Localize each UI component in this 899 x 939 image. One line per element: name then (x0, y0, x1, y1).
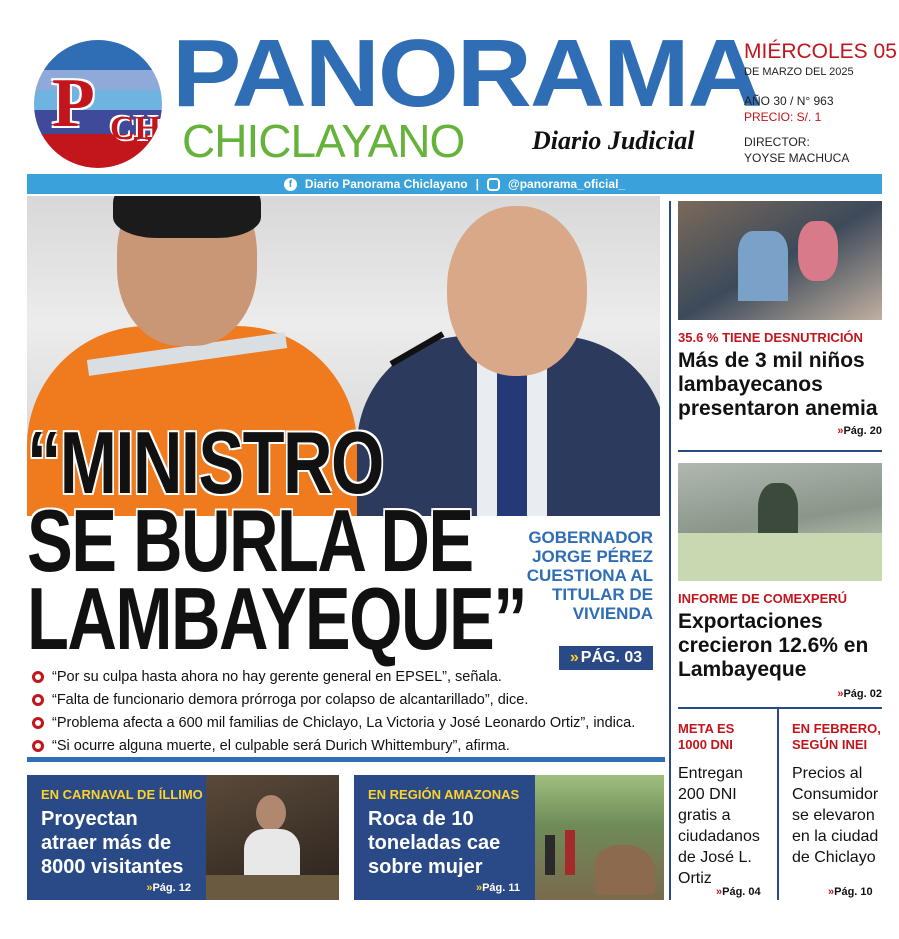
page-ref: »Pág. 10 (828, 886, 873, 898)
kicker-line: CUESTIONA AL (526, 566, 653, 585)
arrow-icon: » (569, 649, 579, 666)
bullet-icon (32, 740, 44, 752)
page-ref: »Pág. 02 (837, 688, 882, 700)
story-kicker: EN FEBRERO, SEGÚN INEI (792, 721, 881, 752)
photo-amazonas (535, 775, 664, 900)
main-bullets (32, 665, 652, 757)
main-kicker (493, 528, 653, 623)
story-kicker: INFORME DE COMEXPERÚ (678, 591, 848, 606)
newspaper-subtitle: CHICLAYANO (182, 115, 465, 167)
divider (777, 709, 779, 900)
story-anemia[interactable] (678, 330, 882, 437)
bullet-icon (32, 694, 44, 706)
kicker-line: GOBERNADOR (528, 528, 653, 547)
social-bar: f Diario Panorama Chiclayano | @panorama_oficial_ (27, 174, 882, 194)
date-day: MIÉRCOLES 05 (744, 40, 897, 63)
story-exports[interactable] (678, 591, 882, 700)
instagram-handle[interactable]: @panorama_oficial_ (508, 177, 626, 191)
story-title: Exportaciones crecieron 12.6% en Lambayeque (678, 610, 869, 681)
page-ref: »Pág. 04 (716, 886, 761, 898)
box-kicker: EN REGIÓN AMAZONAS (368, 787, 520, 802)
main-headline[interactable] (27, 413, 526, 668)
headline-line: “MINISTRO (27, 413, 383, 512)
newspaper-title: PANORAMA (172, 20, 761, 128)
page-ref: »Pág. 20 (837, 425, 882, 437)
kicker-line: JORGE PÉREZ (532, 547, 653, 566)
story-text: Precios al Consumidor se elevaron en la ciudad de Chiclayo (792, 765, 879, 866)
bullet-icon (32, 671, 44, 683)
price: PRECIO: S/. 1 (744, 110, 822, 124)
story-box-ilimo[interactable] (27, 775, 207, 900)
photo-exports (678, 463, 882, 581)
column-divider (669, 201, 671, 900)
date-full: DE MARZO DEL 2025 (744, 66, 854, 78)
box-title: Roca de 10 toneladas cae sobre mujer (368, 808, 501, 878)
facebook-handle[interactable]: Diario Panorama Chiclayano (304, 177, 468, 191)
page-ref: »Pág. 12 (146, 882, 191, 894)
photo-ilimo (206, 775, 339, 900)
director-label: DIRECTOR: (744, 135, 810, 149)
issue-number: AÑO 30 / N° 963 (744, 94, 834, 108)
tagline: Diario Judicial (532, 126, 695, 155)
director-name: YOYSE MACHUCA (744, 151, 850, 165)
instagram-icon (487, 178, 500, 191)
logo-letters: P (52, 65, 89, 142)
story-box-amazonas[interactable] (354, 775, 536, 900)
story-text: Entregan 200 DNI gratis a ciudadanos de José L. Ortiz (678, 765, 760, 887)
divider (678, 707, 882, 709)
story-title: Más de 3 mil niños lambayecanos presentaron anemia (678, 349, 878, 420)
list-item: “Problema afecta a 600 mil familias de Chiclayo, La Victoria y José Leonardo Ortiz”, indica. (32, 711, 652, 734)
logo (34, 40, 162, 168)
list-item: “Por su culpa hasta ahora no hay gerente general en EPSEL”, señala. (32, 665, 652, 688)
kicker-line: VIVIENDA (572, 604, 653, 623)
story-prices[interactable] (792, 721, 884, 868)
bullet-icon (32, 717, 44, 729)
page-ref: PÁG. 03 (580, 649, 643, 666)
headline-line: LAMBAYEQUE” (27, 569, 526, 668)
list-item: “Si ocurre alguna muerte, el culpable será Durich Whittembury”, afirma. (32, 734, 652, 757)
divider (678, 450, 882, 452)
divider (27, 757, 665, 762)
story-dni[interactable] (678, 721, 770, 889)
photo-anemia (678, 201, 882, 320)
list-item: “Falta de funcionario demora prórroga por colapso de alcantarillado”, dice. (32, 688, 652, 711)
facebook-icon: f (284, 178, 297, 191)
story-kicker: META ES 1000 DNI (678, 721, 735, 752)
headline-line: SE BURLA DE (27, 491, 473, 590)
box-title: Proyectan atraer más de 8000 visitantes (41, 808, 184, 878)
story-kicker: 35.6 % TIENE DESNUTRICIÓN (678, 330, 863, 345)
box-kicker: EN CARNAVAL DE ÍLLIMO (41, 787, 203, 802)
logo-sub-letters: CH (110, 110, 161, 147)
kicker-line: TITULAR DE (551, 585, 653, 604)
page-ref: »Pág. 11 (475, 882, 520, 894)
